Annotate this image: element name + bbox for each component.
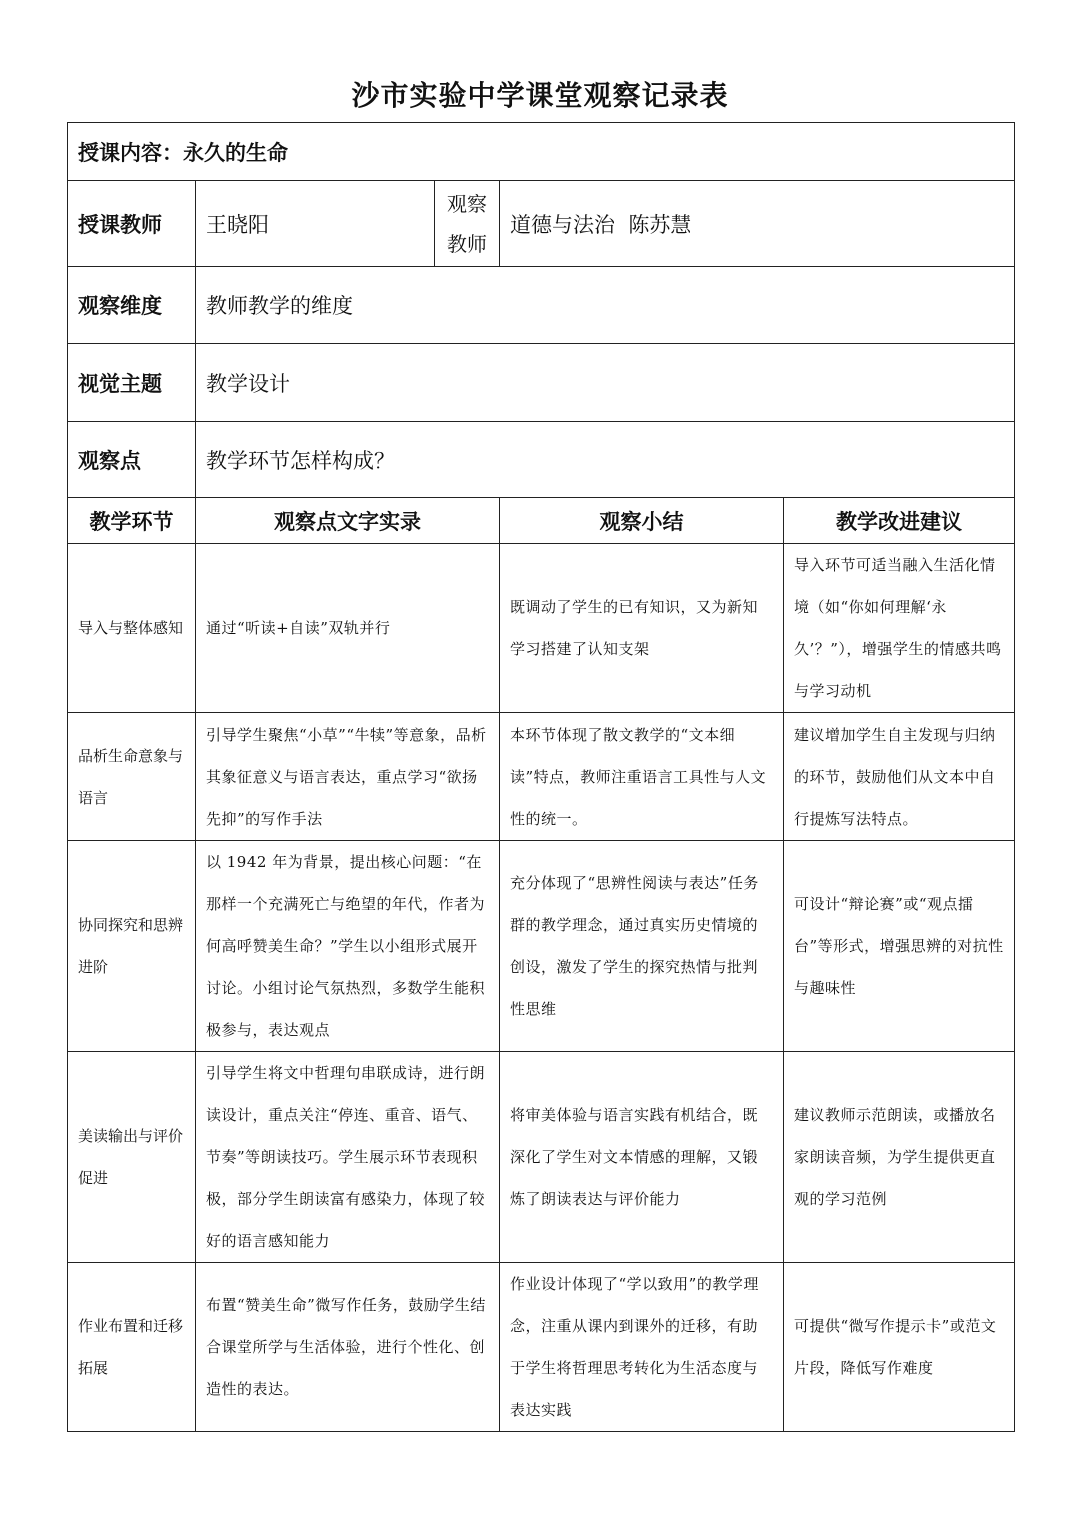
point-label: 观察点: [68, 422, 196, 498]
stage-cell: 美读输出与评价促进: [68, 1052, 196, 1263]
theme-label: 视觉主题: [68, 344, 196, 422]
theme-value: 教学设计: [196, 344, 1015, 422]
suggestion-cell: 可提供“微写作提示卡”或范文片段，降低写作难度: [784, 1263, 1015, 1432]
lesson-content-label: 授课内容：: [78, 139, 183, 165]
record-cell: 引导学生将文中哲理句串联成诗，进行朗读设计，重点关注“停连、重音、语气、节奏”等朗读技巧。学生展示环节表现积极，部分学生朗读富有感染力，体现了较好的语言感知能力: [196, 1052, 500, 1263]
lesson-content-value: 永久的生命: [183, 139, 288, 165]
observer-label-line1: 观察: [447, 191, 487, 216]
summary-cell: 作业设计体现了“学以致用”的教学理念，注重从课内到课外的迁移，有助于学生将哲理思考转化为生活态度与表达实践: [500, 1263, 784, 1432]
summary-cell: 将审美体验与语言实践有机结合，既深化了学生对文本情感的理解，又锻炼了朗读表达与评价能力: [500, 1052, 784, 1263]
suggestion-cell: 导入环节可适当融入生活化情境（如“你如何理解‘永久’？”），增强学生的情感共鸣与学习动机: [784, 544, 1015, 713]
table-row: [68, 713, 1015, 841]
teacher-name: 王晓阳: [196, 181, 435, 267]
theme-row: [68, 344, 1015, 422]
record-cell: 通过“听读+自读”双轨并行: [196, 544, 500, 713]
lesson-content-cell: [68, 123, 1015, 181]
observer-label-line2: 教师: [447, 231, 487, 256]
record-cell: 引导学生聚焦“小草”“牛犊”等意象，品析其象征意义与语言表达，重点学习“欲扬先抑”的写作手法: [196, 713, 500, 841]
record-cell: 布置“赞美生命”微写作任务，鼓励学生结合课堂所学与生活体验，进行个性化、创造性的表达。: [196, 1263, 500, 1432]
suggestion-cell: 建议增加学生自主发现与归纳的环节，鼓励他们从文本中自行提炼写法特点。: [784, 713, 1015, 841]
stage-cell: 作业布置和迁移拓展: [68, 1263, 196, 1432]
point-row: [68, 422, 1015, 498]
suggestion-cell: 可设计“辩论赛”或“观点擂台”等形式，增强思辨的对抗性与趣味性: [784, 841, 1015, 1052]
table-row: [68, 544, 1015, 713]
suggestion-cell: 建议教师示范朗读，或播放名家朗读音频，为学生提供更直观的学习范例: [784, 1052, 1015, 1263]
column-header-row: [68, 498, 1015, 544]
stage-cell: 协同探究和思辨进阶: [68, 841, 196, 1052]
lesson-content-row: [68, 123, 1015, 181]
stage-cell: 导入与整体感知: [68, 544, 196, 713]
teacher-label: 授课教师: [68, 181, 196, 267]
summary-cell: 本环节体现了散文教学的“文本细读”特点，教师注重语言工具性与人文性的统一。: [500, 713, 784, 841]
table-row: [68, 1052, 1015, 1263]
table-row: [68, 841, 1015, 1052]
dimension-label: 观察维度: [68, 267, 196, 344]
stage-cell: 品析生命意象与语言: [68, 713, 196, 841]
column-header-suggestion: 教学改进建议: [784, 498, 1015, 544]
teacher-row: [68, 181, 1015, 267]
dimension-value: 教师教学的维度: [196, 267, 1015, 344]
page-title: 沙市实验中学课堂观察记录表: [351, 79, 729, 112]
column-header-record: 观察点文字实录: [196, 498, 500, 544]
summary-cell: 既调动了学生的已有知识，又为新知学习搭建了认知支架: [500, 544, 784, 713]
record-cell: 以 1942 年为背景，提出核心问题：“在那样一个充满死亡与绝望的年代，作者为何高呼赞美生命？”学生以小组形式展开讨论。小组讨论气氛热烈，多数学生能积极参与，表达观点: [196, 841, 500, 1052]
table-row: [68, 1263, 1015, 1432]
column-header-summary: 观察小结: [500, 498, 784, 544]
observer-label: [435, 181, 500, 267]
dimension-row: [68, 267, 1015, 344]
summary-cell: 充分体现了“思辨性阅读与表达”任务群的教学理念，通过真实历史情境的创设，激发了学生的探究热情与批判性思维: [500, 841, 784, 1052]
column-header-stage: 教学环节: [68, 498, 196, 544]
observation-table: [67, 122, 1015, 1432]
observer-value: 道德与法治 陈苏慧: [500, 181, 1015, 267]
point-value: 教学环节怎样构成？: [196, 422, 1015, 498]
